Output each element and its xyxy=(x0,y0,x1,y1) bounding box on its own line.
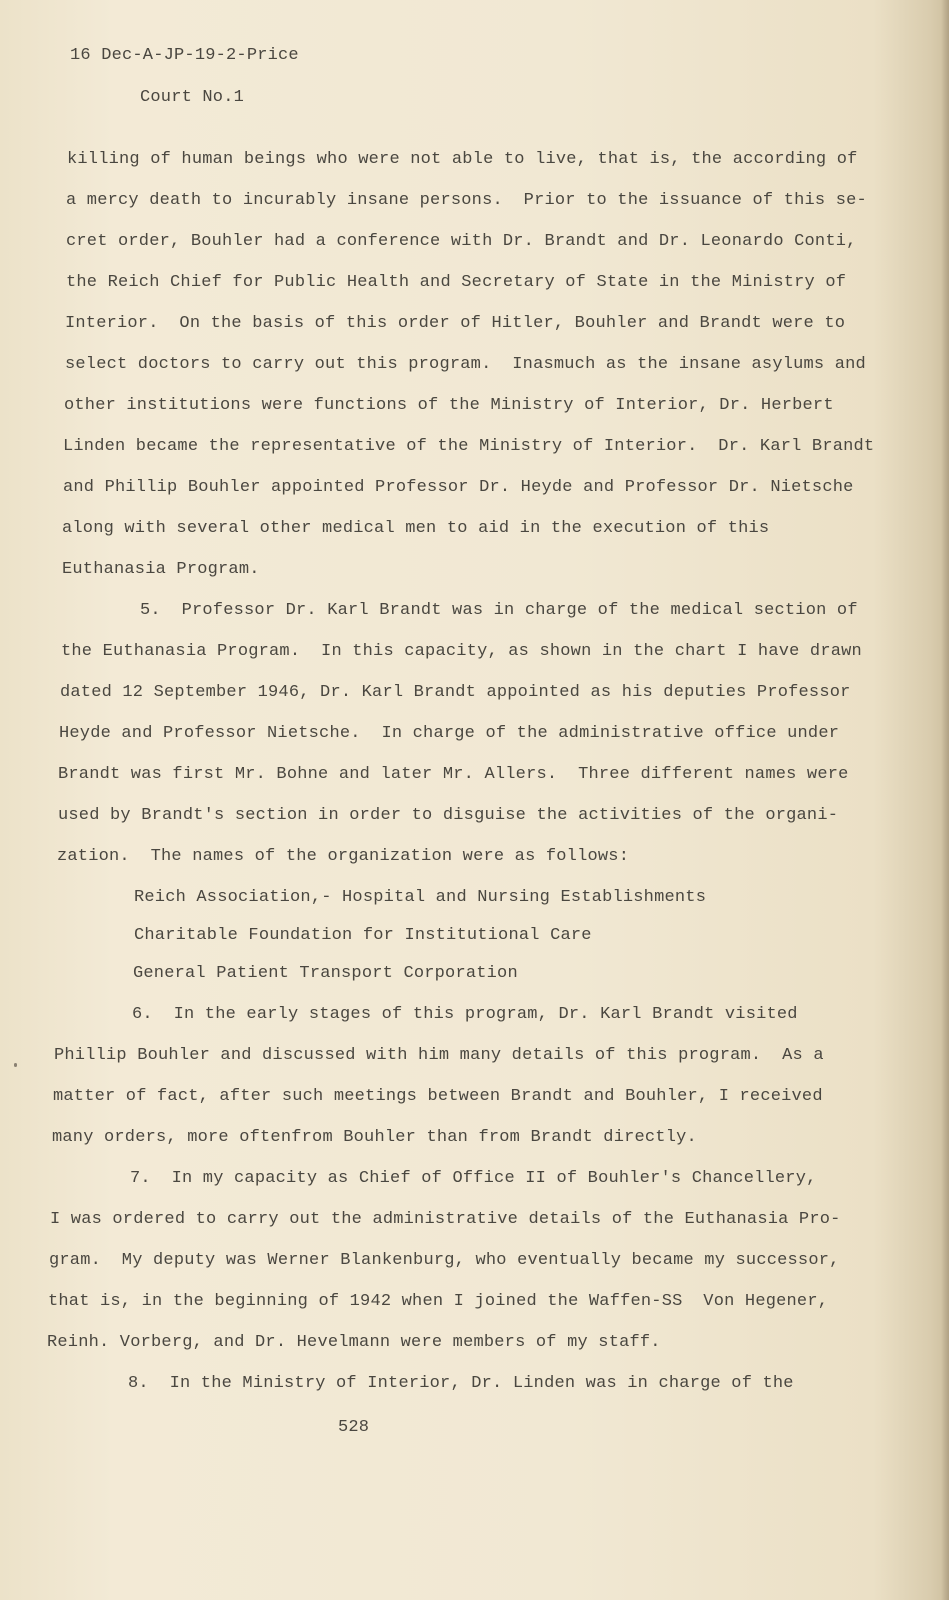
body-line: Interior. On the basis of this order of Hitler, Bouhler and Brandt were to xyxy=(65,314,846,333)
body-line: that is, in the beginning of 1942 when I joined the Waffen-SS Von Hegener, xyxy=(48,1292,829,1311)
body-line: dated 12 September 1946, Dr. Karl Brandt appointed as his deputies Professor xyxy=(60,683,851,702)
body-line: the Reich Chief for Public Health and Secretary of State in the Ministry of xyxy=(66,273,847,292)
page-edge-shadow xyxy=(941,0,949,1600)
body-line: many orders, more oftenfrom Bouhler than from Brandt directly. xyxy=(52,1128,697,1147)
court-header: Court No.1 xyxy=(140,88,245,107)
body-line: other institutions were functions of the Ministry of Interior, Dr. Herbert xyxy=(64,396,834,415)
organization-name: Reich Association,- Hospital and Nursing Establishments xyxy=(134,888,707,907)
body-line: killing of human beings who were not able to live, that is, the according of xyxy=(67,150,858,169)
stray-ink-mark xyxy=(14,1063,17,1067)
page-number: 528 xyxy=(338,1418,370,1437)
body-line: select doctors to carry out this program. Inasmuch as the insane asylums and xyxy=(65,355,866,374)
body-line: Phillip Bouhler and discussed with him many details of this program. As a xyxy=(54,1046,824,1065)
body-line: Euthanasia Program. xyxy=(62,560,260,579)
organization-name: Charitable Foundation for Institutional Care xyxy=(134,926,592,945)
body-line: Linden became the representative of the Ministry of Interior. Dr. Karl Brandt xyxy=(63,437,875,456)
body-line: I was ordered to carry out the administrative details of the Euthanasia Pro- xyxy=(50,1210,841,1229)
body-line: and Phillip Bouhler appointed Professor Dr. Heyde and Professor Dr. Nietsche xyxy=(63,478,854,497)
paragraph-6-start: 6. In the early stages of this program, Dr. Karl Brandt visited xyxy=(132,1005,798,1024)
body-line: cret order, Bouhler had a conference with Dr. Brandt and Dr. Leonardo Conti, xyxy=(66,232,857,251)
organization-name: General Patient Transport Corporation xyxy=(133,964,518,983)
body-line: gram. My deputy was Werner Blankenburg, who eventually became my successor, xyxy=(49,1251,840,1270)
folio-header: 16 Dec-A-JP-19-2-Price xyxy=(70,46,299,65)
paragraph-5-start: 5. Professor Dr. Karl Brandt was in charge of the medical section of xyxy=(140,601,858,620)
body-line: matter of fact, after such meetings between Brandt and Bouhler, I received xyxy=(53,1087,823,1106)
paragraph-7-start: 7. In my capacity as Chief of Office II of Bouhler's Chancellery, xyxy=(130,1169,817,1188)
body-line: Heyde and Professor Nietsche. In charge of the administrative office under xyxy=(59,724,840,743)
body-line: zation. The names of the organization were as follows: xyxy=(57,847,630,866)
body-line: a mercy death to incurably insane persons. Prior to the issuance of this se- xyxy=(66,191,867,210)
body-line: along with several other medical men to aid in the execution of this xyxy=(62,519,770,538)
body-line: the Euthanasia Program. In this capacity, as shown in the chart I have drawn xyxy=(61,642,862,661)
body-line: Reinh. Vorberg, and Dr. Hevelmann were members of my staff. xyxy=(47,1333,661,1352)
body-line: Brandt was first Mr. Bohne and later Mr. Allers. Three different names were xyxy=(58,765,849,784)
body-line: used by Brandt's section in order to disguise the activities of the organi- xyxy=(58,806,839,825)
paragraph-8-start: 8. In the Ministry of Interior, Dr. Linden was in charge of the xyxy=(128,1374,794,1393)
